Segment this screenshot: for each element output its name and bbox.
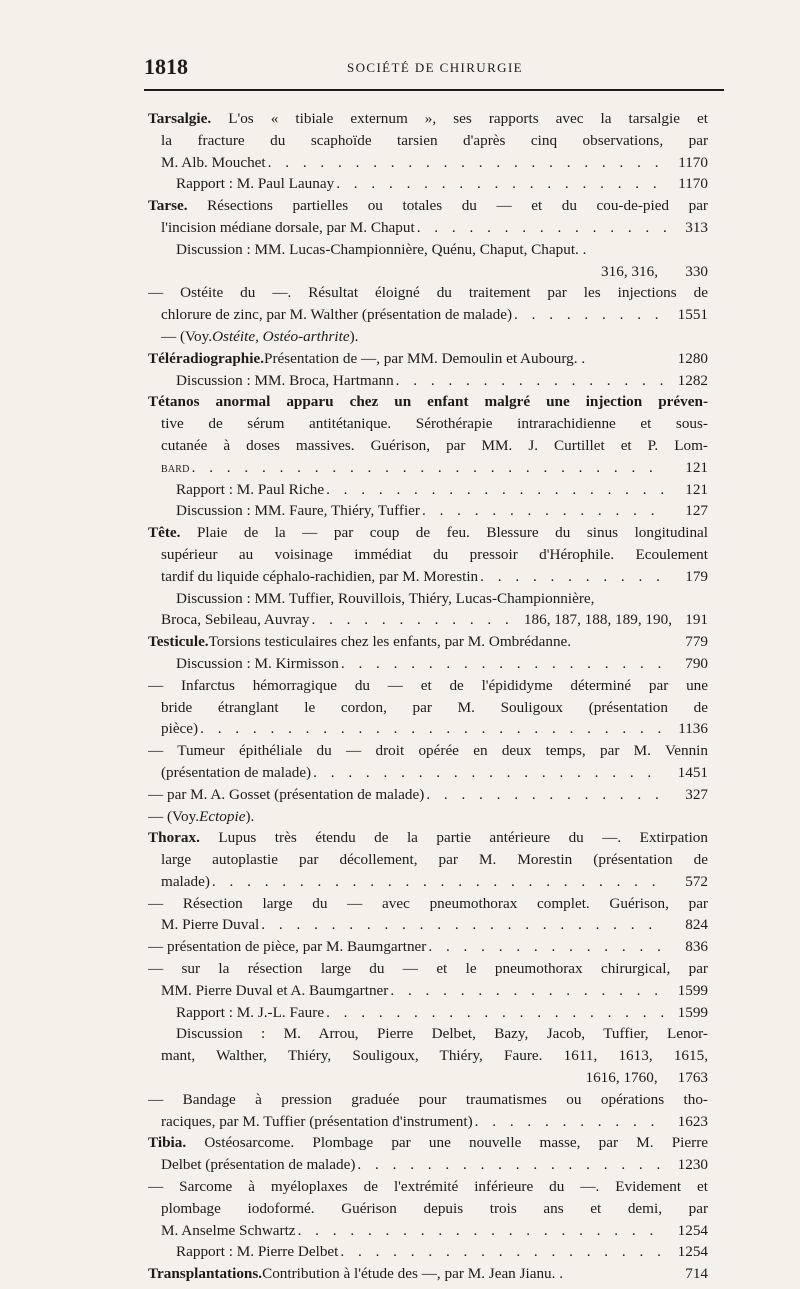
page-ref: 1170 bbox=[678, 175, 708, 193]
entry-text: M. Pierre Duval bbox=[161, 916, 260, 934]
entry-text: — (Voy. bbox=[148, 807, 200, 825]
entry-text: l'incision médiane dorsale, par M. Chaput bbox=[161, 218, 415, 236]
leader-dots bbox=[313, 762, 666, 784]
page-ref: 1763 bbox=[677, 1069, 708, 1087]
index-line bbox=[148, 1089, 708, 1111]
entry-text: la fracture du scaphoïde tarsien d'après cinq observations, par bbox=[161, 131, 708, 149]
index-line bbox=[148, 675, 708, 697]
index-line bbox=[148, 631, 708, 653]
index-line bbox=[148, 500, 708, 522]
page-ref: 824 bbox=[685, 916, 708, 934]
leader-dots bbox=[357, 1154, 665, 1176]
leader-dots bbox=[268, 152, 666, 174]
index-line bbox=[148, 457, 708, 479]
entry-heading: Tête. bbox=[148, 524, 181, 542]
index-entries bbox=[148, 108, 708, 1285]
index-line bbox=[148, 413, 708, 435]
page-ref: 1623 bbox=[677, 1112, 708, 1130]
index-line bbox=[148, 1176, 708, 1198]
entry-text: malade) bbox=[161, 872, 210, 890]
index-line bbox=[148, 544, 708, 566]
page-ref: 790 bbox=[685, 654, 708, 672]
index-line bbox=[148, 653, 708, 675]
index-line bbox=[148, 391, 708, 413]
entry-text: Discussion : M. Kirmisson bbox=[176, 654, 339, 672]
index-line bbox=[148, 1198, 708, 1220]
entry-heading: Tarse. bbox=[148, 197, 188, 215]
entry-text: supérieur au voisinage immédiat du pressoir d'Hérophile. Ecoulement bbox=[161, 545, 708, 563]
entry-text: 1616, 1760, bbox=[585, 1069, 658, 1087]
page-ref: 327 bbox=[685, 785, 708, 803]
index-line bbox=[148, 326, 708, 348]
page-ref: 121 bbox=[685, 480, 708, 498]
index-line bbox=[148, 980, 708, 1002]
entry-text: — Résection large du — avec pneumothorax complet. Guérison, par bbox=[148, 894, 708, 912]
index-line bbox=[148, 1023, 708, 1045]
index-line bbox=[148, 370, 708, 392]
page-ref: 121 bbox=[685, 458, 708, 476]
entry-text: Lupus très étendu de la partie antérieure du —. Extirpation bbox=[218, 829, 708, 847]
index-line bbox=[148, 827, 708, 849]
page-ref: 127 bbox=[685, 502, 708, 520]
page-ref: 179 bbox=[685, 567, 708, 585]
entry-text: chlorure de zinc, par M. Walther (présentation de malade) bbox=[161, 306, 513, 324]
leader-dots bbox=[261, 914, 666, 936]
index-line bbox=[148, 1263, 708, 1285]
entry-text: 186, 187, 188, 189, 190, bbox=[523, 611, 672, 629]
entry-text: Résections partielles ou totales du — et du cou-de-pied par bbox=[207, 197, 708, 215]
index-line bbox=[148, 152, 708, 174]
page-ref: 313 bbox=[685, 218, 708, 236]
entry-text: MM. Pierre Duval et A. Baumgartner bbox=[161, 981, 389, 999]
entry-text: Broca, Sebileau, Auvray bbox=[161, 611, 310, 629]
entry-text: raciques, par M. Tuffier (présentation d'instrument) bbox=[161, 1112, 473, 1130]
index-line bbox=[148, 958, 708, 980]
entry-text: Rapport : M. Paul Riche bbox=[176, 480, 325, 498]
entry-text: — (Voy. bbox=[161, 327, 213, 345]
leader-dots bbox=[311, 609, 517, 631]
page-ref: 572 bbox=[685, 872, 708, 890]
leader-dots bbox=[396, 370, 666, 392]
entry-text: Rapport : M. Pierre Delbet bbox=[176, 1243, 339, 1261]
index-line bbox=[148, 195, 708, 217]
cross-reference: Ectopie bbox=[199, 807, 246, 825]
index-line bbox=[148, 1111, 708, 1133]
entry-text: ). bbox=[349, 327, 359, 345]
index-line bbox=[148, 522, 708, 544]
index-line bbox=[148, 1002, 708, 1024]
index-line bbox=[148, 479, 708, 501]
index-line bbox=[148, 282, 708, 304]
entry-heading: Testicule. bbox=[148, 633, 209, 651]
index-line bbox=[148, 1045, 708, 1067]
leader-dots bbox=[480, 566, 666, 588]
entry-text: Discussion : MM. Lucas-Championnière, Quénu, Chaput, Chaput. . bbox=[176, 240, 587, 258]
entry-text: M. Alb. Mouchet bbox=[161, 153, 266, 171]
entry-text: tive de sérum antitétanique. Sérothérapie intrarachidienne et sous- bbox=[161, 415, 708, 433]
index-line bbox=[148, 173, 708, 195]
entry-text: Plaie de la — par coup de feu. Blessure du sinus longitudinal bbox=[196, 524, 708, 542]
index-line bbox=[148, 1241, 708, 1263]
entry-text: Contribution à l'étude des —, par M. Jean Jianu. . bbox=[262, 1265, 564, 1283]
index-line bbox=[148, 304, 708, 326]
entry-text: — Infarctus hémorragique du — et de l'épididyme déterminé par une bbox=[148, 676, 708, 694]
leader-dots bbox=[341, 653, 666, 675]
page-number: 1818 bbox=[144, 54, 188, 79]
entry-text: cutanée à doses massives. Guérison, par MM. J. Curtillet et P. Lom- bbox=[161, 436, 708, 454]
index-line bbox=[148, 1154, 708, 1176]
index-line bbox=[148, 108, 708, 130]
entry-text: Discussion : MM. Faure, Thiéry, Tuffier bbox=[176, 502, 420, 520]
index-line bbox=[148, 130, 708, 152]
entry-text: — présentation de pièce, par M. Baumgartner bbox=[148, 938, 427, 956]
running-title: SOCIÉTÉ DE CHIRURGIE bbox=[346, 60, 524, 75]
entry-heading: Tibia. bbox=[148, 1134, 187, 1152]
leader-dots bbox=[426, 784, 666, 806]
page-ref: 1136 bbox=[678, 720, 708, 738]
index-line bbox=[148, 806, 708, 828]
leader-dots bbox=[514, 304, 666, 326]
entry-text: tardif du liquide céphalo-rachidien, par M. Morestin bbox=[161, 567, 479, 585]
entry-text: bard bbox=[161, 460, 190, 476]
index-line bbox=[148, 871, 708, 893]
index-line bbox=[148, 348, 708, 370]
entry-text: large autoplastie par décollement, par M. Morestin (présentation de bbox=[161, 851, 708, 869]
page-ref: 779 bbox=[685, 633, 708, 651]
leader-dots bbox=[340, 1241, 665, 1263]
index-line bbox=[148, 566, 708, 588]
index-line bbox=[148, 784, 708, 806]
leader-dots bbox=[390, 980, 665, 1002]
entry-text: — sur la résection large du — et le pneumothorax chirurgical, par bbox=[148, 960, 708, 978]
index-line bbox=[148, 849, 708, 871]
entry-text: Discussion : MM. Broca, Hartmann bbox=[176, 371, 394, 389]
index-line bbox=[148, 1132, 708, 1154]
entry-text: 316, 316, bbox=[601, 262, 658, 280]
index-line bbox=[148, 740, 708, 762]
entry-text: M. Anselme Schwartz bbox=[161, 1221, 296, 1239]
page-ref: 1282 bbox=[677, 371, 708, 389]
index-line bbox=[148, 1067, 708, 1089]
page-ref: 1280 bbox=[677, 349, 708, 367]
entry-text: Discussion : M. Arrou, Pierre Delbet, Bazy, Jacob, Tuffier, Lenor- bbox=[176, 1025, 708, 1043]
page-ref: 1551 bbox=[677, 306, 708, 324]
entry-heading: Téléradiographie. bbox=[148, 349, 265, 367]
leader-dots bbox=[212, 871, 666, 893]
entry-text: mant, Walther, Thiéry, Souligoux, Thiéry, Faure. 1611, 1613, 1615, bbox=[161, 1047, 708, 1065]
entry-text: Ostéosarcome. Plombage par une nouvelle masse, par M. Pierre bbox=[204, 1134, 708, 1152]
cross-reference: Ostéite, Ostéo-arthrite bbox=[212, 327, 350, 345]
entry-heading: Thorax. bbox=[148, 829, 200, 847]
entry-text: plombage iodoformé. Guérison depuis trois ans et demi, par bbox=[161, 1199, 708, 1217]
index-line bbox=[148, 914, 708, 936]
page-ref: 1451 bbox=[677, 763, 708, 781]
page-ref: 330 bbox=[685, 262, 708, 280]
index-line bbox=[148, 893, 708, 915]
leader-dots bbox=[428, 936, 666, 958]
index-line bbox=[148, 261, 708, 283]
page-ref: 836 bbox=[685, 938, 708, 956]
page-ref: 1599 bbox=[677, 981, 708, 999]
page-ref: 1599 bbox=[677, 1003, 708, 1021]
index-line bbox=[148, 718, 708, 740]
leader-dots bbox=[200, 718, 666, 740]
leader-dots bbox=[475, 1111, 666, 1133]
index-line bbox=[148, 762, 708, 784]
page-ref: 714 bbox=[685, 1265, 708, 1283]
entry-heading: Tarsalgie. bbox=[148, 110, 212, 127]
entry-heading: Tétanos anormal apparu chez un enfant malgré une injection préven- bbox=[148, 393, 708, 411]
page-ref: 191 bbox=[685, 611, 708, 629]
index-line bbox=[148, 697, 708, 719]
entry-text: L'os « tibiale externum », ses rapports avec la tarsalgie et bbox=[228, 110, 708, 127]
entry-text: — par M. A. Gosset (présentation de malade) bbox=[148, 785, 425, 803]
index-line bbox=[148, 936, 708, 958]
entry-text: pièce) bbox=[161, 720, 199, 738]
index-line bbox=[148, 588, 708, 610]
page-ref: 1254 bbox=[677, 1243, 708, 1261]
entry-text: Torsions testiculaires chez les enfants, par M. Ombrédanne. bbox=[208, 633, 572, 651]
page-ref: 1170 bbox=[678, 153, 708, 171]
entry-text: — Tumeur épithéliale du — droit opérée en deux temps, par M. Vennin bbox=[148, 742, 708, 760]
entry-text: Rapport : M. J.-L. Faure bbox=[176, 1003, 325, 1021]
index-line bbox=[148, 1220, 708, 1242]
entry-text: Rapport : M. Paul Launay bbox=[176, 175, 335, 193]
leader-dots bbox=[326, 1002, 666, 1024]
entry-heading: Transplantations. bbox=[148, 1265, 263, 1283]
entry-text: Discussion : MM. Tuffier, Rouvillois, Thiéry, Lucas-Championnière, bbox=[176, 589, 595, 607]
index-line bbox=[148, 609, 708, 631]
page-ref: 1254 bbox=[677, 1221, 708, 1239]
leader-dots bbox=[192, 457, 666, 479]
entry-text: Delbet (présentation de malade) bbox=[161, 1156, 356, 1174]
entry-text: — Sarcome à myéloplaxes de l'extrémité inférieure du —. Evidement et bbox=[148, 1178, 708, 1196]
page-ref: 1230 bbox=[677, 1156, 708, 1174]
header-rule bbox=[144, 89, 724, 91]
index-line bbox=[148, 435, 708, 457]
entry-text: bride étranglant le cordon, par M. Souligoux (présentation de bbox=[161, 698, 708, 716]
leader-dots bbox=[422, 500, 666, 522]
entry-text: — Ostéite du —. Résultat éloigné du traitement par les injections de bbox=[148, 284, 708, 302]
index-line bbox=[148, 217, 708, 239]
entry-text: — Bandage à pression graduée pour traumatismes ou opérations tho- bbox=[148, 1090, 708, 1108]
entry-text: (présentation de malade) bbox=[161, 763, 312, 781]
entry-text: Présentation de —, par MM. Demoulin et Aubourg. . bbox=[264, 349, 586, 367]
leader-dots bbox=[336, 173, 666, 195]
leader-dots bbox=[326, 479, 666, 501]
index-line bbox=[148, 239, 708, 261]
entry-text: ). bbox=[245, 807, 255, 825]
leader-dots bbox=[417, 217, 666, 239]
leader-dots bbox=[298, 1220, 666, 1242]
